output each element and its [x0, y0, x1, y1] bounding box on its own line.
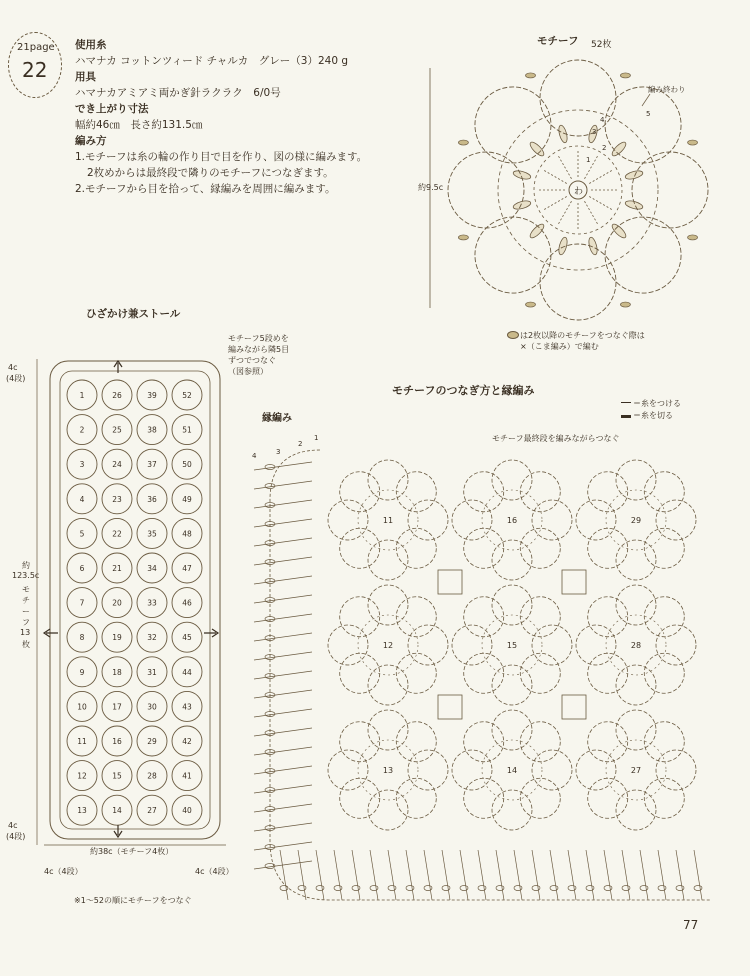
motif-note-2: ×（こま編み）で編む	[520, 342, 599, 351]
size-text: 幅約46㎝ 長さ約131.5㎝	[75, 119, 203, 131]
flower-petal-loop	[520, 472, 560, 512]
border-stitch	[254, 462, 312, 470]
motif-cell-number: 31	[147, 667, 157, 677]
motif-cell-number: 20	[112, 598, 122, 608]
motif-note-1: は2枚以降のモチーフをつなぐ際は	[520, 331, 645, 340]
leaf-stitch	[528, 222, 546, 240]
flower-petal-loop	[340, 722, 380, 762]
motif-diagram	[420, 50, 720, 340]
border-chain	[676, 886, 684, 891]
stole-note-2: 編みながら隣5目	[228, 345, 290, 354]
motif-cell-number: 37	[147, 460, 157, 470]
length-7: 13	[20, 628, 31, 637]
flower-petal-loop	[492, 540, 532, 580]
flower-petal-loop	[396, 722, 436, 762]
stitch-spoke	[558, 155, 572, 178]
join-square	[562, 570, 586, 594]
flower-petal-loop	[340, 778, 380, 818]
border-stitch	[254, 785, 312, 793]
border-chain	[478, 886, 486, 891]
flower-petal-loop	[464, 722, 504, 762]
join-stitch	[688, 235, 698, 240]
edge-right-label: 4c（4段）	[195, 867, 234, 876]
motif-cell-number: 21	[112, 564, 122, 573]
border-stitch	[254, 652, 312, 660]
border-chain	[586, 886, 594, 891]
method-step-1b: 2枚めからは最終段で隣りのモチーフにつなぎます。	[87, 167, 334, 179]
flower-petal-loop	[492, 460, 532, 500]
edge-top-2: (4段)	[6, 374, 26, 383]
joined-motif-number: 13	[382, 766, 394, 775]
length-5: ー	[22, 607, 30, 616]
length-8: 枚	[22, 640, 30, 649]
join-stitch-symbol	[507, 331, 519, 339]
border-chain	[604, 886, 612, 891]
method-step-1: 1.モチーフは糸の輪の作り目で目を作り、図の様に編みます。	[75, 151, 368, 163]
flower-petal-loop	[328, 625, 368, 665]
border-stitch	[460, 850, 468, 900]
length-6: フ	[22, 618, 30, 627]
flower-petal-loop	[492, 585, 532, 625]
border-stitch	[254, 576, 312, 584]
border-chain	[460, 886, 468, 891]
flower-petal-loop	[644, 528, 684, 568]
border-chain	[550, 886, 558, 891]
round-number: 1	[586, 156, 591, 164]
border-stitch	[478, 850, 486, 900]
motif-cell-number: 51	[182, 425, 192, 435]
joining-title: モチーフのつなぎ方と縁編み	[392, 384, 535, 397]
border-chain	[496, 886, 504, 891]
flower-petal-loop	[368, 710, 408, 750]
method-step-2: 2.モチーフから目を拾って、縁編みを周囲に編みます。	[75, 183, 336, 195]
border-stitch	[568, 850, 576, 900]
motif-cell-number: 23	[112, 494, 122, 504]
border-chain	[334, 886, 342, 891]
flower-petal-loop	[396, 597, 436, 637]
border-stitch	[254, 557, 312, 565]
arrow-left-icon	[44, 629, 58, 637]
flower-petal-loop	[368, 540, 408, 580]
motif-cell-number: 6	[79, 564, 85, 573]
border-stitch	[254, 519, 312, 527]
join-square	[438, 570, 462, 594]
motif-cell-number: 12	[77, 771, 87, 781]
border-chain	[424, 886, 432, 891]
row-number: 3	[276, 448, 281, 456]
flower-petal-loop	[464, 778, 504, 818]
border-chain	[406, 886, 414, 891]
flower-petal-loop	[588, 597, 628, 637]
motif-cell-number: 8	[79, 633, 85, 643]
round-number: 5	[646, 110, 651, 118]
size-heading: でき上がり寸法	[75, 103, 149, 115]
motif-cell-number: 26	[112, 391, 122, 400]
stole-note-1: モチーフ5段めを	[228, 334, 289, 343]
motif-cell-number: 13	[77, 806, 87, 816]
flower-petal-loop	[532, 500, 572, 540]
length-2: 123.5c	[12, 571, 40, 580]
pattern-number: 22	[22, 58, 48, 82]
petal-chain-loop	[475, 87, 551, 163]
flower-petal-loop	[616, 460, 656, 500]
flower-petal-loop	[520, 653, 560, 693]
edge-left-label: 4c（4段）	[44, 867, 83, 876]
motif-cell-number: 16	[112, 737, 122, 746]
flower-petal-loop	[644, 722, 684, 762]
border-stitch	[254, 633, 312, 641]
join-stitch	[526, 302, 536, 307]
motif-cell-number: 32	[147, 633, 157, 643]
flower-petal-loop	[492, 665, 532, 705]
border-stitch	[424, 850, 432, 900]
legend-attach: ＝糸をつける	[633, 399, 681, 408]
magic-ring-label: わ	[574, 187, 584, 197]
page-ref: 21page	[17, 42, 55, 53]
flower-petal-loop	[520, 597, 560, 637]
flower-petal-loop	[616, 665, 656, 705]
stole-layout	[30, 355, 230, 855]
border-stitch	[254, 709, 312, 717]
flower-petal-loop	[464, 528, 504, 568]
border-chain	[568, 886, 576, 891]
border-chain	[442, 886, 450, 891]
attach-thread-icon	[621, 402, 631, 405]
stitch-spoke	[589, 197, 612, 211]
flower-petal-loop	[396, 778, 436, 818]
flower-petal-loop	[464, 653, 504, 693]
flower-petal-loop	[644, 778, 684, 818]
stole-footnote: ※1〜52の順にモチーフをつなぐ	[74, 896, 192, 905]
edge-top-1: 4c	[8, 363, 18, 372]
border-stitch	[254, 500, 312, 508]
motif-cell-number: 14	[112, 806, 122, 816]
motif-cell-number: 25	[112, 425, 122, 435]
border-stitch	[254, 595, 312, 603]
border-chain	[658, 886, 666, 891]
flower-petal-loop	[644, 472, 684, 512]
motif-grid	[67, 380, 202, 825]
round-number: 2	[602, 144, 607, 152]
border-stitch	[254, 728, 312, 736]
join-stitch	[688, 140, 698, 145]
border-stitch	[298, 850, 306, 900]
stitch-spoke	[585, 201, 599, 224]
border-chain	[316, 886, 324, 891]
motif-cell-number: 40	[182, 806, 192, 816]
flower-petal-loop	[616, 790, 656, 830]
border-stitch	[254, 614, 312, 622]
motif-cell-number: 10	[77, 702, 87, 712]
flower-petal-loop	[588, 528, 628, 568]
border-stitch	[442, 850, 450, 900]
stole-note-3: ずつでつなぐ	[228, 356, 276, 365]
flower-petal-loop	[616, 540, 656, 580]
leaf-stitch	[557, 236, 568, 255]
border-stitch	[254, 747, 312, 755]
flower-petal-loop	[588, 472, 628, 512]
motif-cell-number: 36	[147, 494, 157, 504]
legend-cut: ＝糸を切る	[633, 411, 673, 420]
flower-petal-loop	[520, 722, 560, 762]
flower-petal-loop	[656, 500, 696, 540]
arrow-down-icon	[114, 825, 122, 837]
flower-petal-loop	[452, 750, 492, 790]
motif-cell-number: 15	[112, 771, 122, 781]
motif-cell-number: 5	[79, 529, 85, 539]
join-square	[438, 695, 462, 719]
border-stitch	[532, 850, 540, 900]
stitch-spoke	[543, 197, 566, 211]
border-chain	[298, 886, 306, 891]
motif-cell-number: 4	[79, 494, 85, 504]
row-number: 1	[314, 434, 319, 442]
flower-petal-loop	[656, 625, 696, 665]
flower-petal-loop	[328, 750, 368, 790]
flower-petal-loop	[340, 472, 380, 512]
joined-motif-number: 15	[506, 641, 518, 650]
round-number: 3	[592, 128, 597, 136]
motif-cell-number: 49	[182, 494, 192, 504]
border-stitch	[604, 850, 612, 900]
stitch-spoke	[558, 201, 572, 224]
flower-petal-loop	[532, 625, 572, 665]
end-pointer	[642, 94, 650, 106]
petal-chain-loop	[540, 60, 616, 136]
join-stitch	[620, 73, 630, 78]
border-stitch	[254, 538, 312, 546]
petal-chain-loop	[448, 152, 524, 228]
edge-bottom-2: (4段)	[6, 832, 26, 841]
width-label: 約38c（モチーフ4枚）	[90, 847, 174, 856]
motif-cell-number: 34	[147, 564, 157, 573]
join-stitch	[620, 302, 630, 307]
motif-cell-number: 39	[147, 391, 157, 400]
flower-petal-loop	[328, 500, 368, 540]
joined-motif-number: 12	[382, 641, 394, 650]
border-label: 縁編み	[262, 413, 292, 424]
motif-cell-number: 19	[112, 633, 122, 643]
border-chain	[352, 886, 360, 891]
motif-cell-number: 41	[182, 771, 192, 781]
cut-thread-icon	[621, 415, 631, 418]
border-chain	[514, 886, 522, 891]
join-stitch	[526, 73, 536, 78]
flower-petal-loop	[492, 710, 532, 750]
flower-petal-loop	[408, 750, 448, 790]
leaf-stitch	[610, 222, 628, 240]
end-label: 編み終わり	[648, 85, 686, 94]
motif-title: モチーフ	[537, 35, 579, 47]
length-1: 約	[22, 561, 30, 570]
border-stitch	[514, 850, 522, 900]
join-note: モチーフ最終段を編みながらつなぐ	[492, 434, 620, 443]
flower-petal-loop	[656, 750, 696, 790]
edge-bottom-1: 4c	[8, 821, 18, 830]
length-3: モ	[22, 585, 30, 594]
join-stitch	[458, 235, 468, 240]
motif-cell-number: 44	[182, 667, 192, 677]
joined-motif-number: 29	[630, 516, 642, 525]
motif-cell-number: 45	[182, 633, 192, 643]
round-number: 4	[600, 116, 605, 124]
joined-motif-number: 28	[630, 641, 642, 650]
border-stitch	[496, 850, 504, 900]
row-number: 4	[252, 452, 257, 460]
flower-petal-loop	[396, 653, 436, 693]
motif-cell-number: 48	[182, 529, 192, 539]
border-stitch	[586, 850, 594, 900]
stitch-spoke	[589, 170, 612, 184]
yarn-heading: 使用糸	[75, 39, 107, 51]
border-stitch	[622, 850, 630, 900]
flower-petal-loop	[464, 472, 504, 512]
flower-petal-loop	[368, 665, 408, 705]
border-stitch	[254, 804, 312, 812]
motif-cell-number: 52	[182, 391, 192, 400]
motif-cell-number: 29	[147, 737, 157, 746]
border-chain	[694, 886, 702, 891]
border-stitch	[370, 850, 378, 900]
flower-petal-loop	[368, 460, 408, 500]
border-stitch	[676, 850, 684, 900]
motif-count: 52枚	[591, 40, 612, 50]
method-heading: 編み方	[75, 135, 107, 147]
motif-cell-number: 42	[182, 737, 192, 746]
border-stitch	[640, 850, 648, 900]
motif-cell-number: 50	[182, 460, 192, 470]
petal-chain-loop	[540, 244, 616, 320]
yarn-text: ハマナカ コットンツィード チャルカ グレー（3）240 g	[75, 55, 349, 67]
motif-cell-number: 22	[112, 529, 122, 539]
flower-petal-loop	[588, 653, 628, 693]
joined-motif-number: 14	[506, 766, 518, 775]
petal-chain-loop	[632, 152, 708, 228]
border-chain	[622, 886, 630, 891]
join-square	[562, 695, 586, 719]
motif-cell-number: 30	[147, 702, 157, 712]
flower-petal-loop	[520, 528, 560, 568]
border-stitch	[406, 850, 414, 900]
flower-petal-loop	[616, 585, 656, 625]
flower-petal-loop	[464, 597, 504, 637]
flower-petal-loop	[644, 597, 684, 637]
motif-cell-number: 35	[147, 529, 157, 539]
petal-chain-loop	[605, 217, 681, 293]
motif-cell-number: 7	[79, 598, 85, 608]
flower-petal-loop	[396, 472, 436, 512]
border-stitch	[334, 850, 342, 900]
border-stitch	[254, 823, 312, 831]
border-chain	[640, 886, 648, 891]
length-4: チ	[22, 596, 30, 605]
row-number: 2	[298, 440, 303, 448]
motif-cell-number: 33	[147, 598, 157, 608]
tools-heading: 用具	[75, 71, 96, 83]
flower-petal-loop	[368, 585, 408, 625]
border-stitch	[280, 850, 288, 900]
motif-cell-number: 28	[147, 771, 157, 781]
flower-petal-loop	[576, 500, 616, 540]
flower-petal-loop	[396, 528, 436, 568]
leaf-stitch	[528, 140, 546, 158]
border-chain	[370, 886, 378, 891]
stitch-spoke	[543, 170, 566, 184]
flower-petal-loop	[452, 625, 492, 665]
flower-petal-loop	[576, 750, 616, 790]
border-stitch	[254, 842, 312, 850]
flower-petal-loop	[408, 500, 448, 540]
join-stitch	[458, 140, 468, 145]
motif-cell-number: 38	[147, 425, 157, 435]
tools-text: ハマナカアミアミ両かぎ針ラクラク 6/0号	[75, 87, 281, 99]
motif-cell-number: 3	[79, 460, 85, 470]
flower-petal-loop	[616, 710, 656, 750]
motif-cell-number: 46	[182, 598, 192, 608]
motif-cell-number: 47	[182, 564, 192, 573]
motif-cell-number: 17	[112, 702, 122, 712]
motif-cell-number: 2	[79, 425, 85, 435]
flower-petal-loop	[340, 653, 380, 693]
border-stitch	[658, 850, 666, 900]
flower-petal-loop	[576, 625, 616, 665]
flower-petal-loop	[532, 750, 572, 790]
motif-cell-number: 1	[79, 391, 85, 400]
motif-cell-number: 18	[112, 667, 122, 677]
border-stitch	[254, 481, 312, 489]
motif-cell-number: 11	[77, 737, 87, 746]
motif-cell-number: 9	[79, 667, 85, 677]
flower-petal-loop	[588, 778, 628, 818]
border-stitch	[254, 766, 312, 774]
flower-petal-loop	[368, 790, 408, 830]
motif-cell-number: 27	[147, 806, 157, 816]
flower-petal-loop	[452, 500, 492, 540]
arrow-right-icon	[204, 629, 218, 637]
border-stitch	[254, 690, 312, 698]
flower-petal-loop	[644, 653, 684, 693]
border-stitch	[254, 671, 312, 679]
border-stitch	[694, 850, 702, 900]
motif-cell-number: 24	[112, 460, 122, 470]
border-stitch	[388, 850, 396, 900]
stole-note-4: （図参照）	[228, 367, 268, 376]
motif-cell-number: 43	[182, 702, 192, 712]
joined-motifs	[328, 460, 696, 830]
leaf-stitch	[610, 140, 628, 158]
flower-petal-loop	[340, 528, 380, 568]
flower-petal-loop	[408, 625, 448, 665]
flower-petal-loop	[588, 722, 628, 762]
border-stitch	[352, 850, 360, 900]
border-chain	[532, 886, 540, 891]
joined-motif-number: 11	[382, 516, 394, 525]
flower-petal-loop	[492, 790, 532, 830]
joined-motif-number: 16	[506, 516, 518, 525]
border-chain	[388, 886, 396, 891]
border-stitch	[550, 850, 558, 900]
flower-petal-loop	[340, 597, 380, 637]
joined-motif-number: 27	[630, 766, 642, 775]
border-stitch	[316, 850, 324, 900]
stole-title: ひざかけ兼ストール	[86, 308, 181, 320]
flower-petal-loop	[520, 778, 560, 818]
page-number: 77	[683, 918, 699, 932]
size-label: 約9.5c	[418, 183, 444, 192]
